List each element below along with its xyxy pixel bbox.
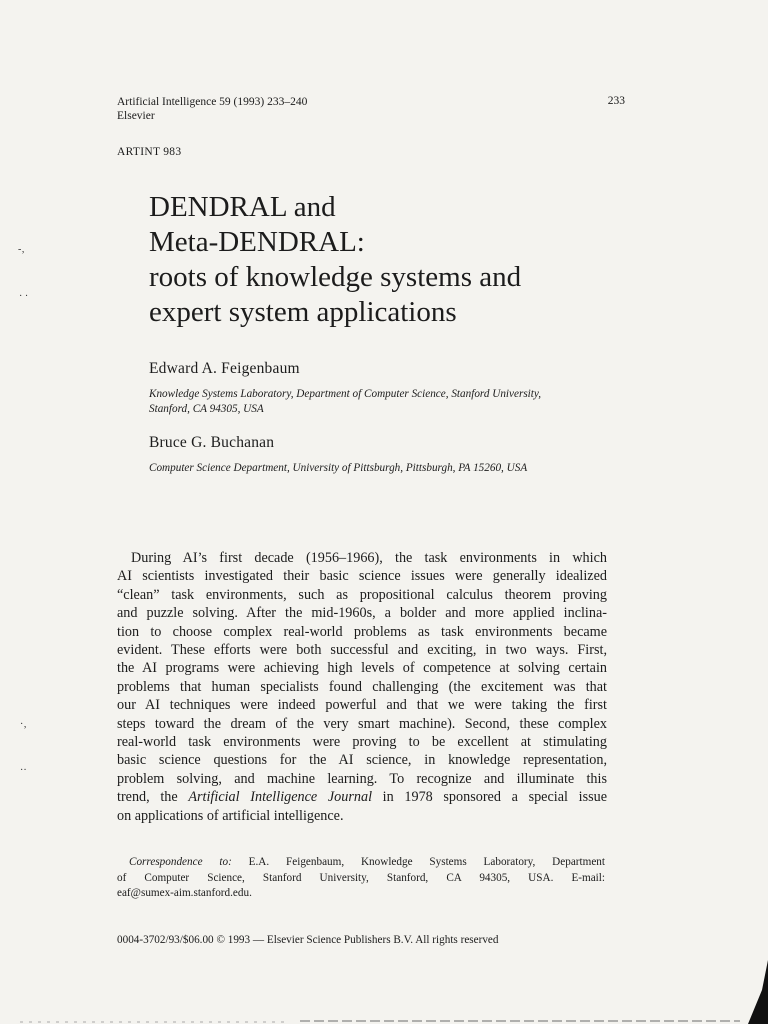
abstract-text: in 1978 sponsored a special issue bbox=[372, 789, 607, 806]
abstract-paragraph bbox=[117, 549, 607, 825]
abstract-line: problem solving, and machine learning. To recognize and illuminate this bbox=[117, 770, 607, 787]
scan-speck: ·· bbox=[20, 765, 27, 776]
correspondence-footnote bbox=[117, 855, 605, 902]
author-affiliation bbox=[149, 387, 609, 417]
paper-title bbox=[149, 190, 619, 330]
affiliation-line: Computer Science Department, University of Pittsburgh, Pittsburgh, PA 15260, USA bbox=[149, 462, 528, 474]
abstract-line: and puzzle solving. After the mid-1960s, a bolder and more applied inclina- bbox=[117, 605, 607, 622]
scan-speck: -‚ bbox=[18, 244, 25, 255]
affiliation-line: Stanford, CA 94305, USA bbox=[149, 403, 264, 415]
abstract-text: trend, the bbox=[117, 789, 189, 806]
scan-speck: · · bbox=[19, 291, 29, 302]
scan-bottom-edge bbox=[0, 1016, 768, 1024]
page-edge-shadow bbox=[740, 960, 768, 1024]
author-name: Edward A. Feigenbaum bbox=[149, 360, 300, 377]
abstract-line: “clean” task environments, such as propositional calculus theorem proving bbox=[117, 586, 607, 603]
author-affiliation bbox=[149, 461, 609, 476]
article-id: ARTINT 983 bbox=[117, 146, 182, 158]
journal-citation: Artificial Intelligence 59 (1993) 233–240 bbox=[117, 96, 308, 108]
abstract-line: steps toward the dream of the very smart machine). Second, these complex bbox=[117, 715, 607, 732]
abstract-line: on applications of artificial intelligence. bbox=[117, 807, 344, 824]
author-name: Bruce G. Buchanan bbox=[149, 434, 275, 451]
footnote-line bbox=[117, 855, 605, 871]
title-line: roots of knowledge systems and bbox=[149, 261, 522, 293]
abstract-line: AI scientists investigated their basic science issues were generally idealized bbox=[117, 568, 607, 585]
abstract-line bbox=[117, 788, 607, 806]
abstract-line: tion to choose complex real-world problems as task environments became bbox=[117, 623, 607, 640]
journal-title: Artificial Intelligence Journal bbox=[188, 789, 373, 806]
footnote-line: eaf@sumex-aim.stanford.edu. bbox=[117, 887, 252, 899]
footnote-text: E.A. Feigenbaum, Knowledge Systems Laboratory, Department bbox=[231, 856, 605, 868]
abstract-line: basic science questions for the AI science, in knowledge representation, bbox=[117, 752, 607, 769]
abstract-line: problems that human specialists found challenging (the excitement was that bbox=[117, 678, 607, 695]
title-line: expert system applications bbox=[149, 296, 457, 328]
correspondence-label: Correspondence to: bbox=[129, 856, 232, 868]
publisher-name: Elsevier bbox=[117, 110, 155, 122]
affiliation-line: Knowledge Systems Laboratory, Department of Computer Science, Stanford University, bbox=[149, 388, 542, 400]
title-line: Meta-DENDRAL: bbox=[149, 226, 365, 258]
copyright-notice: 0004-3702/93/$06.00 © 1993 — Elsevier Science Publishers B.V. All rights reserved bbox=[117, 934, 499, 946]
abstract-line: evident. These efforts were both successful and exciting, in two ways. First, bbox=[117, 642, 607, 659]
abstract-line: the AI programs were achieving high levels of competence at solving certain bbox=[117, 660, 607, 677]
scan-speck: ·‚ bbox=[20, 719, 27, 730]
title-line: DENDRAL and bbox=[149, 191, 336, 223]
abstract-line: our AI techniques were indeed powerful and that we were taking the first bbox=[117, 697, 607, 714]
abstract-line: real-world task environments were proving to be excellent at stimulating bbox=[117, 734, 607, 751]
page-number: 233 bbox=[607, 95, 625, 107]
abstract-line: During AI’s first decade (1956–1966), the task environments in which bbox=[131, 550, 607, 566]
footnote-line: of Computer Science, Stanford University, Stanford, CA 94305, USA. E-mail: bbox=[117, 871, 605, 884]
